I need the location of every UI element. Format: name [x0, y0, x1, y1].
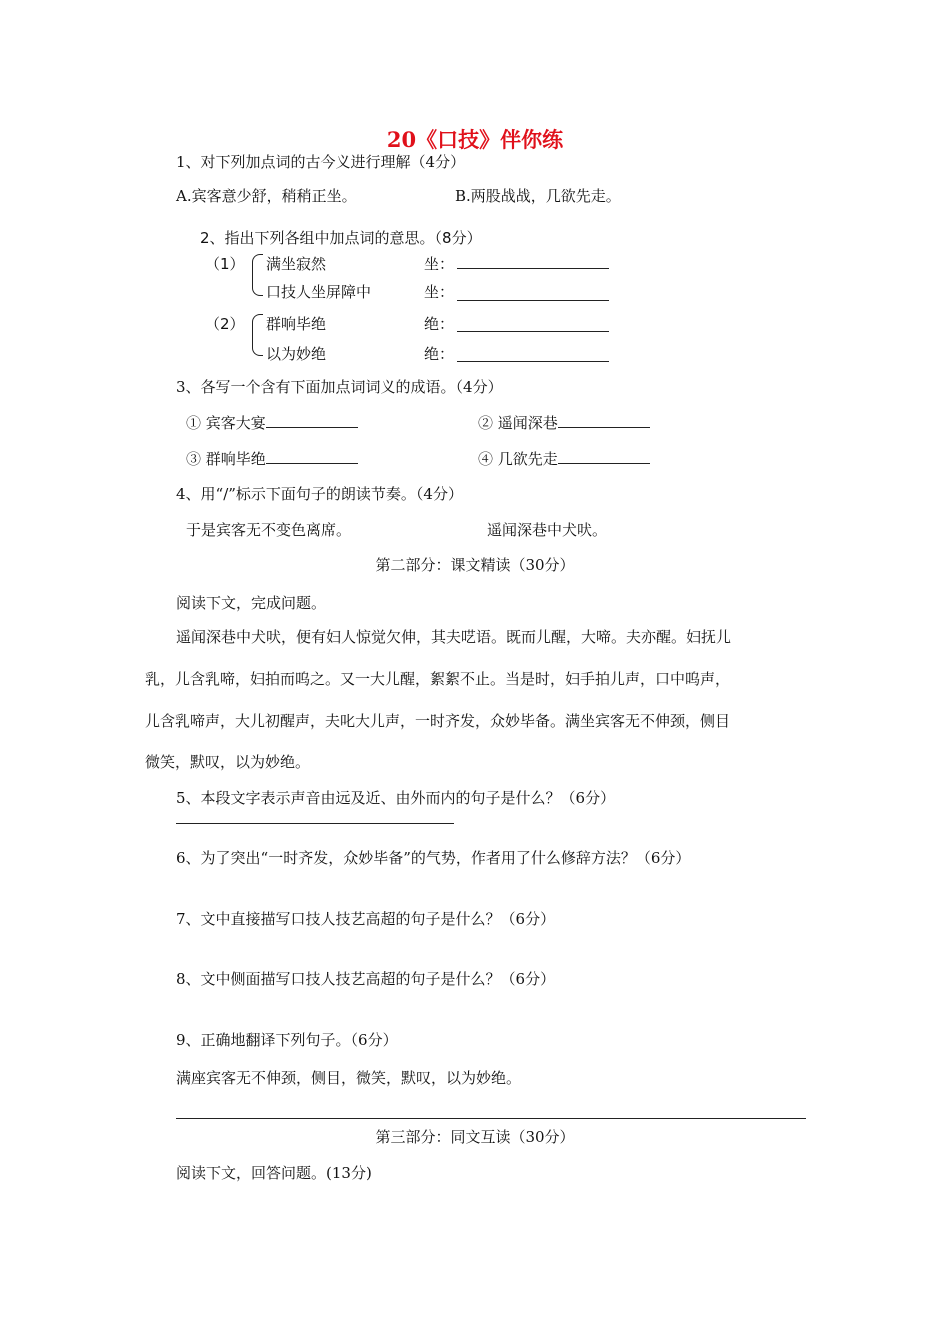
- q2-g2-key-1: 绝：: [424, 315, 455, 333]
- q3-item-2-blank[interactable]: [558, 413, 650, 428]
- q2-g1-answer-blank-1[interactable]: [457, 254, 609, 269]
- q2-g2-answer-blank-1[interactable]: [457, 317, 609, 332]
- passage-line-4: 微笑，默叹，以为妙绝。: [145, 753, 311, 771]
- question-1-option-a: A.宾客意少舒，稍稍正坐。: [176, 187, 357, 205]
- q4-sentence-1: 于是宾客无不变色离席。: [186, 521, 352, 539]
- q3-item-4-text: ④ 几欲先走: [478, 450, 558, 468]
- q2-group-1-number: （1）: [205, 255, 245, 273]
- question-5-answer-line[interactable]: [176, 823, 454, 824]
- part-2-intro: 阅读下文，完成问题。: [176, 594, 327, 612]
- question-2-prompt: 2、指出下列各组中加点词的意思。（8分）: [200, 229, 482, 247]
- q2-group-2-number: （2）: [205, 315, 245, 333]
- question-8-prompt: 8、文中侧面描写口技人技艺高超的句子是什么？（6分）: [176, 970, 556, 988]
- q3-item-1: [186, 413, 358, 433]
- q2-g2-key-2: 绝：: [424, 345, 455, 363]
- q2-group-1-brace: [252, 254, 263, 296]
- q2-g2-answer-blank-2[interactable]: [457, 347, 609, 362]
- passage-line-1: 遥闻深巷中犬吠，便有妇人惊觉欠伸，其夫呓语。既而儿醒，大啼。夫亦醒。妇抚儿: [176, 628, 732, 646]
- q2-g1-phrase-1: 满坐寂然: [266, 255, 327, 273]
- q3-item-2: [478, 413, 650, 433]
- q2-g1-key-2: 坐：: [424, 283, 455, 301]
- question-7-prompt: 7、文中直接描写口技人技艺高超的句子是什么？（6分）: [176, 910, 556, 928]
- question-4-prompt: 4、用“/”标示下面句子的朗读节奏。（4分）: [176, 485, 463, 503]
- q3-item-4: [478, 449, 650, 469]
- passage-line-2: 乳，儿含乳啼，妇拍而呜之。又一大儿醒，絮絮不止。当是时，妇手拍儿声，口中呜声，: [145, 670, 731, 688]
- part-3-heading: 第三部分：同文互读（30分）: [375, 1128, 575, 1146]
- q2-g1-answer-blank-2[interactable]: [457, 286, 609, 301]
- q3-item-3-text: ③ 群响毕绝: [186, 450, 266, 468]
- q3-item-3: [186, 449, 358, 469]
- part-2-heading: 第二部分：课文精读（30分）: [375, 556, 575, 574]
- q3-item-2-text: ② 遥闻深巷: [478, 414, 558, 432]
- q2-g1-phrase-2: 口技人坐屏障中: [266, 283, 372, 301]
- question-9-sentence: 满座宾客无不伸颈，侧目，微笑，默叹，以为妙绝。: [176, 1069, 522, 1087]
- q2-group-2-brace: [252, 314, 263, 356]
- passage-line-3: 儿含乳啼声，大儿初醒声，夫叱大儿声，一时齐发，众妙毕备。满坐宾客无不伸颈，侧目: [145, 712, 731, 730]
- q2-g1-key-1: 坐：: [424, 255, 455, 273]
- page-title: 20《口技》伴你练: [386, 127, 564, 152]
- q4-sentence-2: 遥闻深巷中犬吠。: [487, 521, 608, 539]
- q3-item-1-blank[interactable]: [266, 413, 358, 428]
- question-1-option-b: B.两股战战，几欲先走。: [455, 187, 621, 205]
- section-divider: [176, 1118, 806, 1119]
- q3-item-1-text: ① 宾客大宴: [186, 414, 266, 432]
- question-9-prompt: 9、正确地翻译下列句子。（6分）: [176, 1031, 398, 1049]
- question-3-prompt: 3、各写一个含有下面加点词词义的成语。（4分）: [176, 378, 503, 396]
- q3-item-4-blank[interactable]: [558, 449, 650, 464]
- question-6-prompt: 6、为了突出“一时齐发，众妙毕备”的气势，作者用了什么修辞方法？（6分）: [176, 849, 691, 867]
- question-1-prompt: 1、对下列加点词的古今义进行理解（4分）: [176, 153, 466, 171]
- q2-g2-phrase-2: 以为妙绝: [266, 345, 327, 363]
- question-5-prompt: 5、本段文字表示声音由远及近、由外而内的句子是什么？（6分）: [176, 789, 616, 807]
- q2-g2-phrase-1: 群响毕绝: [266, 315, 327, 333]
- part-3-intro: 阅读下文，回答问题。(13分): [176, 1164, 372, 1182]
- q3-item-3-blank[interactable]: [266, 449, 358, 464]
